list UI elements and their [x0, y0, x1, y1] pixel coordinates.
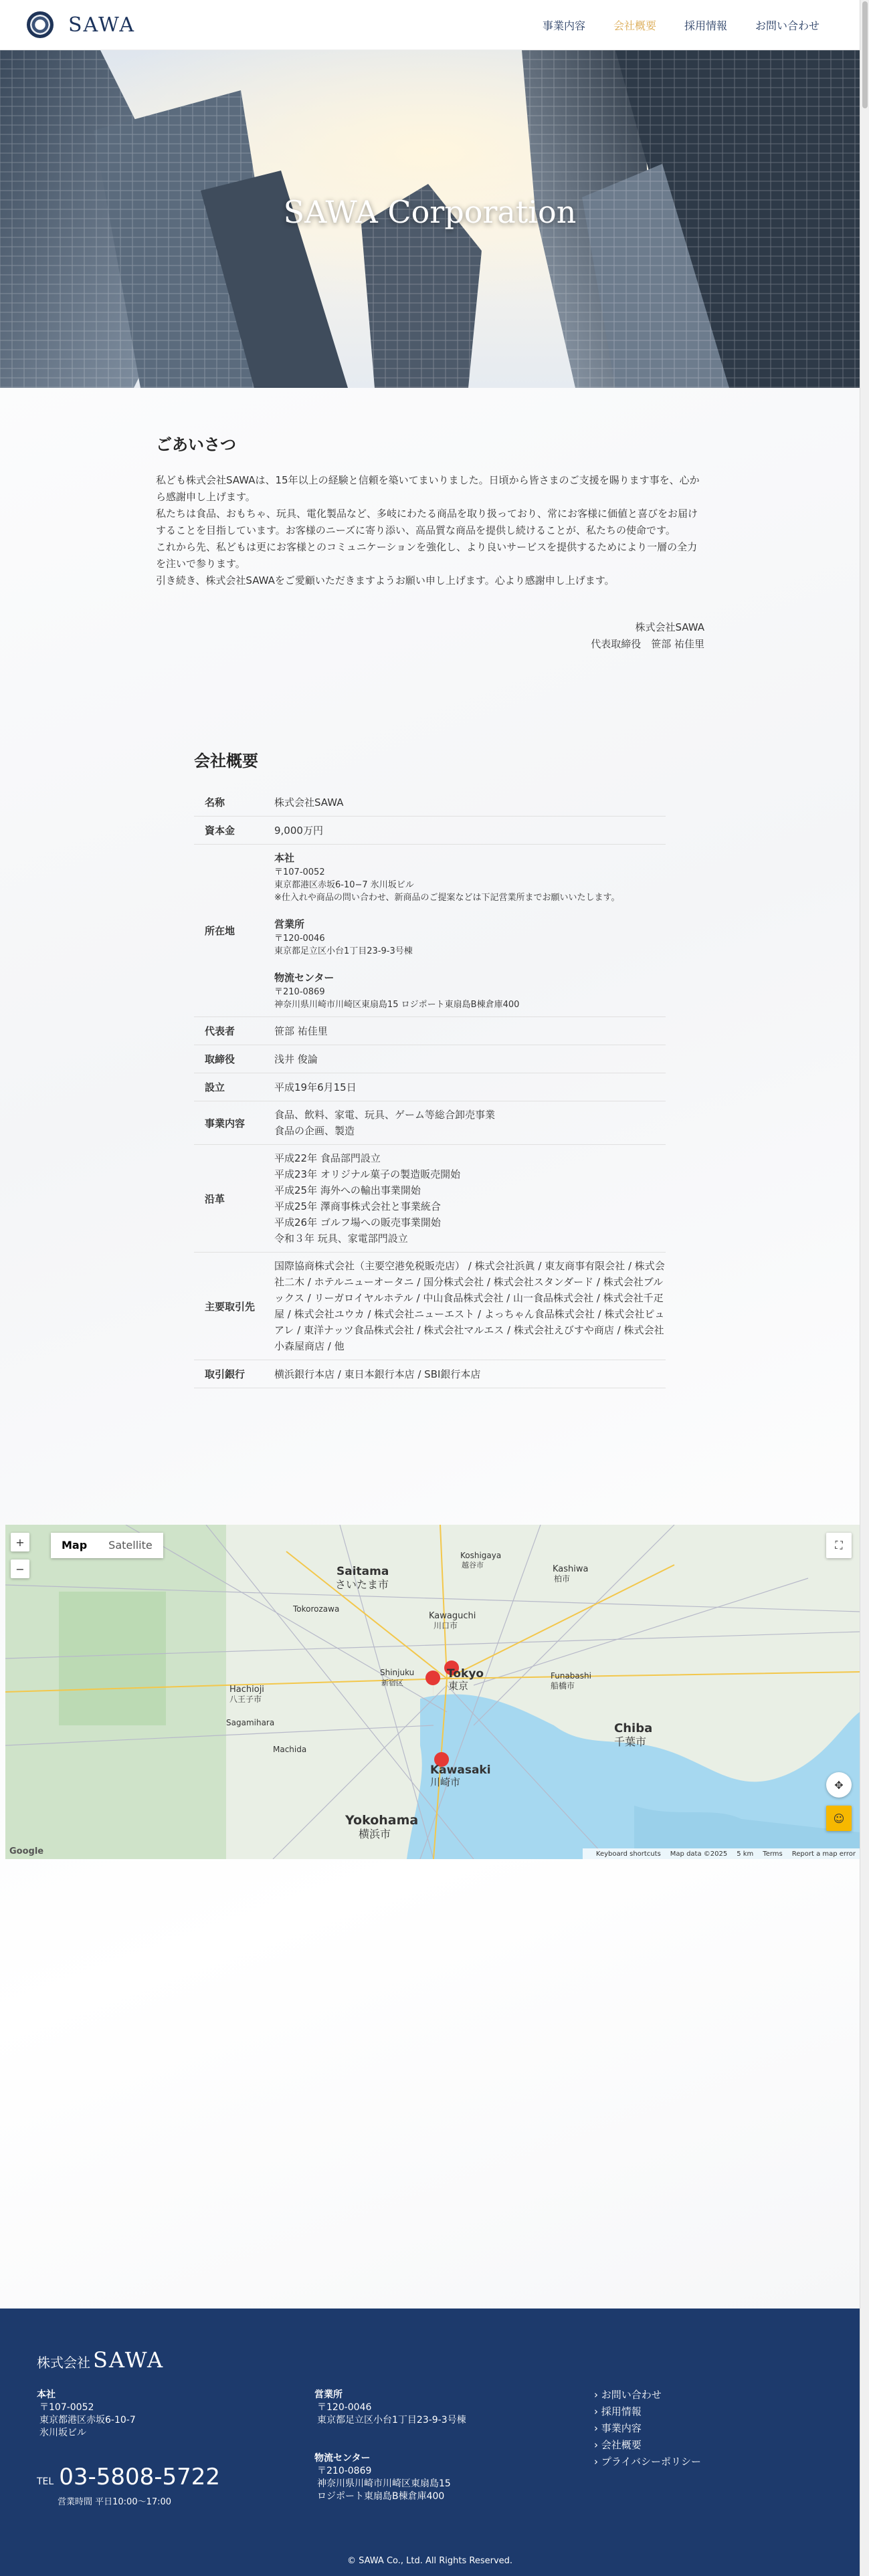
- hero-banner: [0, 50, 860, 388]
- footer-logo[interactable]: [37, 2347, 164, 2373]
- footer-link-company[interactable]: [594, 2437, 701, 2454]
- footer-link-contact[interactable]: [594, 2387, 701, 2403]
- table-row: [194, 788, 666, 817]
- business-line: 食品の企画、製造: [274, 1125, 355, 1137]
- footer-hq-address: 東京都港区赤坂6-10-7: [39, 2415, 136, 2426]
- logo-emblem-icon: [27, 11, 54, 38]
- map-label: Kawaguchi: [429, 1611, 476, 1621]
- map-label: 東京: [448, 1680, 469, 1692]
- logo[interactable]: [27, 11, 135, 38]
- footer-hq-title: 本社: [37, 2389, 56, 2400]
- chevron-right-icon: ›: [594, 2405, 601, 2418]
- table-row: [194, 1017, 666, 1045]
- hero-title: SAWA Corporation: [283, 194, 577, 230]
- terms-link[interactable]: Terms: [763, 1850, 783, 1858]
- map-data-attribution: Map data ©2025: [670, 1850, 728, 1858]
- footer-phone[interactable]: [37, 2464, 220, 2490]
- map-label: 船橋市: [551, 1681, 575, 1691]
- map-type-control: [51, 1533, 163, 1558]
- map-label: Yokohama: [345, 1813, 419, 1828]
- map-label: Sagamihara: [226, 1718, 275, 1727]
- row-label: 取締役: [205, 1053, 235, 1065]
- signature-company: 株式会社SAWA: [635, 621, 704, 633]
- row-label: 資本金: [205, 825, 235, 837]
- table-row: [194, 1073, 666, 1101]
- greeting-paragraph: 私ども株式会社SAWAは、15年以上の経験と信頼を築いてまいりました。日頃から皆さまのご支援を賜ります事を、心から感謝申し上げます。: [156, 474, 700, 503]
- row-value: 9,000万円: [274, 824, 323, 837]
- row-value: 株式会社SAWA: [274, 796, 344, 809]
- zoom-in-button[interactable]: +: [11, 1533, 29, 1551]
- map-label: Koshigaya: [460, 1551, 502, 1560]
- history-line: 平成25年 海外への輸出事業開始: [274, 1184, 421, 1196]
- footer-link-label: お問い合わせ: [601, 2389, 662, 2401]
- map-label: Kawasaki: [430, 1763, 491, 1777]
- chevron-right-icon: ›: [594, 2456, 601, 2468]
- footer-office-title: 営業所: [314, 2389, 343, 2400]
- map-label: 越谷市: [462, 1561, 484, 1570]
- chevron-right-icon: ›: [594, 2389, 601, 2401]
- map-label: 新宿区: [381, 1679, 403, 1687]
- business-hours: 営業時間 平日10:00〜17:00: [58, 2497, 172, 2507]
- company-overview-section: [194, 748, 666, 1388]
- nav-company[interactable]: 会社概要: [613, 19, 656, 32]
- footer-logistics: [314, 2452, 451, 2503]
- hq-note: ※仕入れや商品の問い合わせ、新商品のご提案などは下記営業所までお願いいたします。: [274, 893, 620, 903]
- map-label: Tokyo: [447, 1667, 484, 1681]
- chevron-right-icon: ›: [594, 2422, 601, 2434]
- nav-recruit[interactable]: 採用情報: [684, 19, 727, 32]
- row-value: 平成19年6月15日: [274, 1081, 357, 1093]
- company-table: [194, 788, 666, 1388]
- table-row: [194, 1145, 666, 1253]
- map-type-satellite-button[interactable]: Satellite: [108, 1539, 153, 1551]
- office-address-block: [274, 916, 666, 958]
- footer-links: [594, 2387, 701, 2470]
- footer-office-zip: 〒120-0046: [317, 2402, 372, 2413]
- history-line: 平成26年 ゴルフ場への販売事業開始: [274, 1216, 441, 1228]
- map-label: 八王子市: [229, 1695, 262, 1704]
- logistics-title: 物流センター: [274, 972, 334, 984]
- map-footer: [583, 1848, 860, 1859]
- camera-control-icon[interactable]: ✥: [826, 1772, 852, 1798]
- map-label: Chiba: [614, 1721, 653, 1735]
- nav-business[interactable]: 事業内容: [542, 19, 585, 32]
- table-row: [194, 817, 666, 845]
- tel-number: 03-5808-5722: [59, 2464, 221, 2490]
- table-row: [194, 1101, 666, 1145]
- map-label: 千葉市: [614, 1735, 647, 1748]
- nav-contact[interactable]: お問い合わせ: [755, 19, 819, 32]
- row-label: 名称: [205, 796, 225, 809]
- tel-label: TEL: [37, 2476, 54, 2487]
- logistics-address: 神奈川県川崎市川崎区東扇島15 ロジポート東扇島B棟倉庫400: [274, 1000, 520, 1010]
- keyboard-shortcuts-link[interactable]: Keyboard shortcuts: [595, 1850, 661, 1858]
- footer-link-business[interactable]: [594, 2420, 701, 2437]
- greeting-section: [156, 431, 704, 653]
- row-label: 設立: [205, 1081, 225, 1093]
- row-value: 横浜銀行本店 / 東日本銀行本店 / SBI銀行本店: [274, 1368, 481, 1380]
- google-map[interactable]: [5, 1525, 860, 1859]
- row-label: 所在地: [205, 925, 235, 937]
- footer-hq-zip: 〒107-0052: [39, 2402, 94, 2413]
- footer-hq-address: 氷川坂ビル: [39, 2428, 86, 2438]
- zoom-out-button[interactable]: −: [11, 1560, 29, 1578]
- map-label: Tokorozawa: [293, 1604, 340, 1614]
- hq-zip: 〒107-0052: [274, 867, 325, 877]
- hq-address-block: [274, 850, 666, 904]
- greeting-paragraph: 引き続き、株式会社SAWAをご愛顧いただきますようお願い申し上げます。心より感謝申し上げます。: [156, 574, 615, 586]
- footer-logistics-address: 神奈川県川崎市川崎区東扇島15: [317, 2478, 451, 2489]
- map-label: 横浜市: [359, 1828, 391, 1840]
- map-type-map-button[interactable]: Map: [62, 1539, 88, 1551]
- map-label: 川口市: [433, 1621, 458, 1630]
- map-label: Saitama: [336, 1565, 389, 1578]
- scrollbar-thumb[interactable]: [862, 1, 868, 108]
- map-label: Shinjuku: [380, 1668, 415, 1677]
- row-label: 沿革: [205, 1192, 225, 1205]
- history-line: 平成25年 澤商事株式会社と事業統合: [274, 1200, 441, 1212]
- row-value: [274, 845, 666, 1017]
- chevron-right-icon: ›: [594, 2439, 601, 2451]
- footer-link-label: 採用情報: [601, 2405, 642, 2418]
- logo-text: SAWA: [68, 13, 136, 37]
- footer-logistics-zip: 〒210-0869: [317, 2466, 372, 2476]
- map-label: さいたま市: [335, 1578, 389, 1591]
- greeting-paragraph: 私たちは食品、おもちゃ、玩具、電化製品など、多岐にわたる商品を取り扱っており、常にお客様に価値と喜びをお届けすることを目指しています。お客様のニーズに寄り添い、高品質な商品を提供し続けることが、私たちの使命です。: [156, 508, 698, 536]
- footer-office: [314, 2389, 466, 2427]
- history-line: 平成23年 オリジナル菓子の製造販売開始: [274, 1168, 461, 1180]
- footer-office-address: 東京都足立区小台1丁目23-9-3号棟: [317, 2415, 466, 2426]
- map-label: Machida: [273, 1745, 307, 1754]
- history-line: 令和３年 玩具、家電部門設立: [274, 1232, 408, 1245]
- footer-link-privacy[interactable]: [594, 2454, 701, 2470]
- table-row: [194, 1360, 666, 1388]
- footer-link-label: 会社概要: [601, 2439, 642, 2451]
- office-address: 東京都足立区小台1丁目23-9-3号棟: [274, 946, 413, 956]
- office-title: 営業所: [274, 918, 305, 930]
- map-label: Hachioji: [229, 1685, 264, 1695]
- row-label: 主要取引先: [205, 1300, 256, 1313]
- street-view-pegman-icon[interactable]: ☺: [826, 1806, 852, 1831]
- row-label: 代表者: [205, 1025, 235, 1037]
- map-scale[interactable]: 5 km: [737, 1850, 754, 1858]
- table-row: [194, 1253, 666, 1360]
- logistics-address-block: [274, 970, 666, 1011]
- logistics-zip: 〒210-0869: [274, 987, 325, 997]
- table-row: [194, 1045, 666, 1073]
- row-value: 国際協商株式会社（主要空港免税販売店） / 株式会社浜眞 / 東友商事有限会社 / 株式会社二木 / ホテルニューオータニ / 国分株式会社 / 株式会社スタンダード / 株式会社ブルックス / リーガロイヤルホテル / 中山食品株式会社 / 山一食品株式会社 / 株式会社千疋屋 / 株式会社ユウカ / 株式会社ニューエスト / よっちゃん食品株式会社 / 株式会社ピュアレ / 東洋ナッツ食品株式会社 / 株式会社マルエス / 株式会社えびすや商店 / 株式会社小森屋商店 / 他: [274, 1260, 665, 1352]
- footer-logistics-title: 物流センター: [314, 2453, 371, 2464]
- greeting-signature: [156, 619, 704, 653]
- footer-link-recruit[interactable]: [594, 2403, 701, 2420]
- footer-link-label: 事業内容: [601, 2422, 642, 2434]
- row-value: [274, 1101, 666, 1145]
- signature-person: 代表取締役 笹部 祐佳里: [591, 638, 704, 650]
- hq-title: 本社: [274, 852, 295, 864]
- google-logo: Google: [9, 1846, 44, 1856]
- row-value: 浅井 俊論: [274, 1053, 318, 1065]
- company-heading: 会社概要: [194, 752, 258, 770]
- greeting-paragraph: これから先、私どもは更にお客様とのコミュニケーションを強化し、より良いサービスを提供するためにより一層の全力を注いで参ります。: [156, 541, 698, 570]
- map-label: Kashiwa: [553, 1564, 589, 1574]
- footer-logistics-address: ロジポート東扇島B棟倉庫400: [317, 2491, 445, 2502]
- page-scrollbar[interactable]: [860, 0, 869, 2576]
- map-label: 柏市: [554, 1574, 571, 1584]
- map-tiles[interactable]: [5, 1525, 860, 1859]
- hq-address: 東京都港区赤坂6-10−7 氷川坂ビル: [274, 880, 414, 890]
- row-label: 取引銀行: [205, 1368, 246, 1380]
- footer-logo-name: SAWA: [93, 2347, 165, 2373]
- table-row: [194, 845, 666, 1017]
- row-value: [274, 1145, 666, 1253]
- report-error-link[interactable]: Report a map error: [791, 1850, 856, 1858]
- greeting-heading: ごあいさつ: [156, 435, 236, 454]
- row-label: 事業内容: [205, 1117, 246, 1130]
- fullscreen-icon[interactable]: ⛶: [826, 1533, 852, 1558]
- business-line: 食品、飲料、家電、玩具、ゲーム等総合卸売事業: [274, 1109, 496, 1121]
- site-footer: [0, 2309, 860, 2576]
- copyright: © SAWA Co., Ltd. All Rights Reserved.: [347, 2556, 513, 2566]
- row-value: 笹部 祐佳里: [274, 1025, 328, 1037]
- office-zip: 〒120-0046: [274, 934, 325, 944]
- footer-link-label: プライバシーポリシー: [601, 2456, 702, 2468]
- main-nav: [514, 0, 819, 50]
- map-label: 川崎市: [430, 1776, 461, 1788]
- history-line: 平成22年 食品部門設立: [274, 1152, 381, 1164]
- footer-logo-prefix: 株式会社: [37, 2355, 90, 2371]
- map-label: Funabashi: [551, 1671, 591, 1681]
- site-header: [0, 0, 860, 50]
- footer-hq: [37, 2389, 136, 2440]
